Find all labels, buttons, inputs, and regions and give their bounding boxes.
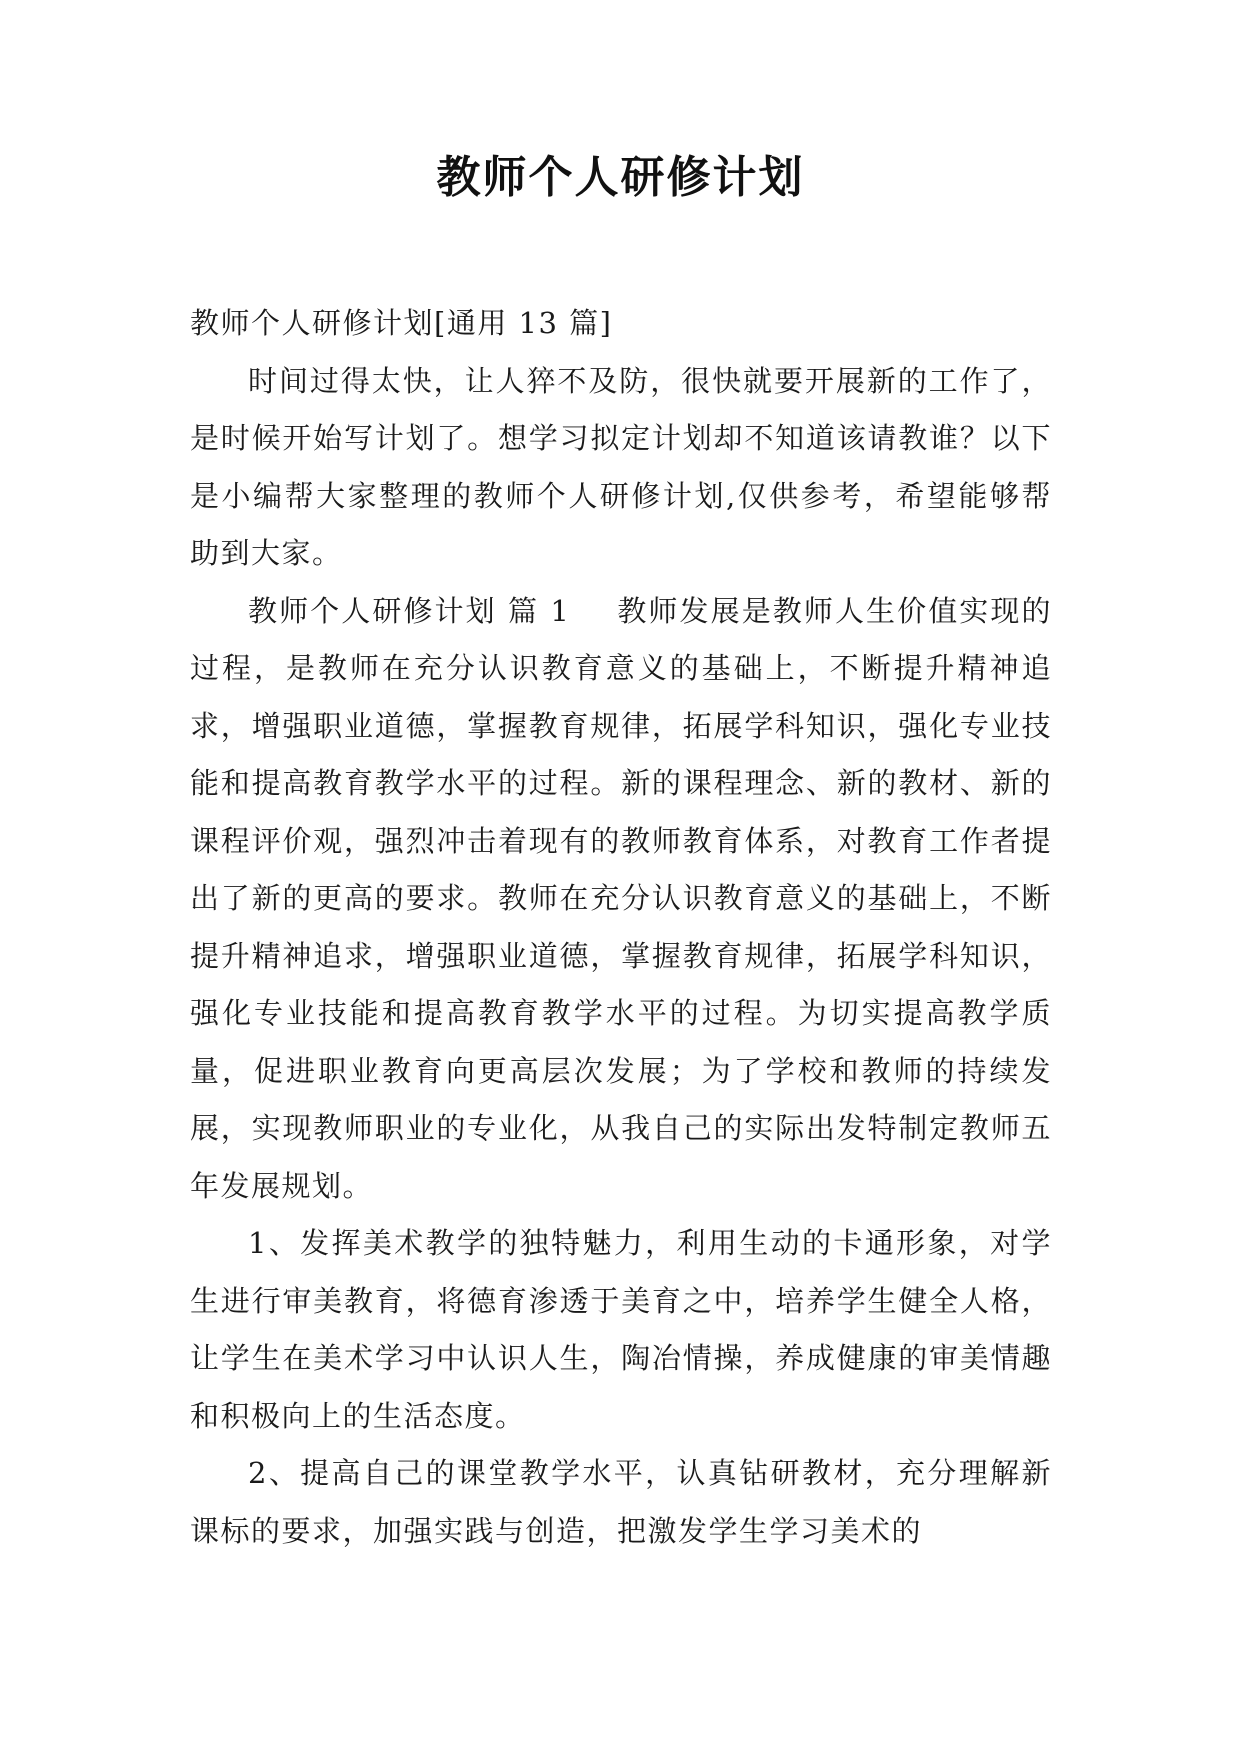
section-1-text: 教师发展是教师人生价值实现的过程，是教师在充分认识教育意义的基础上，不断提升精神追求，增强职业道德，掌握教育规律，拓展学科知识，强化专业技能和提高教育教学水平的过程。新的课程理念、新的教材、新的课程评价观，强烈冲击着现有的教师教育体系，对教育工作者提出了新的更高的要求。教师在充分认识教育意义的基础上，不断提升精神追求，增强职业道德，掌握教育规律，拓展学科知识，强化专业技能和提高教育教学水平的过程。为切实提高教学质量，促进职业教育向更高层次发展；为了学校和教师的持续发展，实现教师职业的专业化，从我自己的实际出发特制定教师五年发展规划。: [190, 593, 1052, 1203]
section-1-paragraph: [190, 583, 1052, 1216]
document-subtitle: 教师个人研修计划[通用 13 篇]: [190, 306, 613, 340]
document-body: [190, 295, 1052, 1560]
intro-paragraph: 时间过得太快，让人猝不及防，很快就要开展新的工作了，是时候开始写计划了。想学习拟定计划却不知道该请教谁？以下是小编帮大家整理的教师个人研修计划,仅供参考，希望能够帮助到大家。: [190, 363, 1052, 570]
section-1-heading: 教师个人研修计划 篇 1: [248, 593, 571, 628]
point-2-paragraph: 2、提高自己的课堂教学水平，认真钻研教材，充分理解新课标的要求，加强实践与创造，把激发学生学习美术的: [190, 1456, 1052, 1548]
point-1-paragraph: 1、发挥美术教学的独特魅力，利用生动的卡通形象，对学生进行审美教育，将德育渗透于美育之中，培养学生健全人格，让学生在美术学习中认识人生，陶冶情操，养成健康的审美情趣和积极向上的生活态度。: [190, 1226, 1052, 1433]
document-title: 教师个人研修计划: [436, 152, 805, 203]
